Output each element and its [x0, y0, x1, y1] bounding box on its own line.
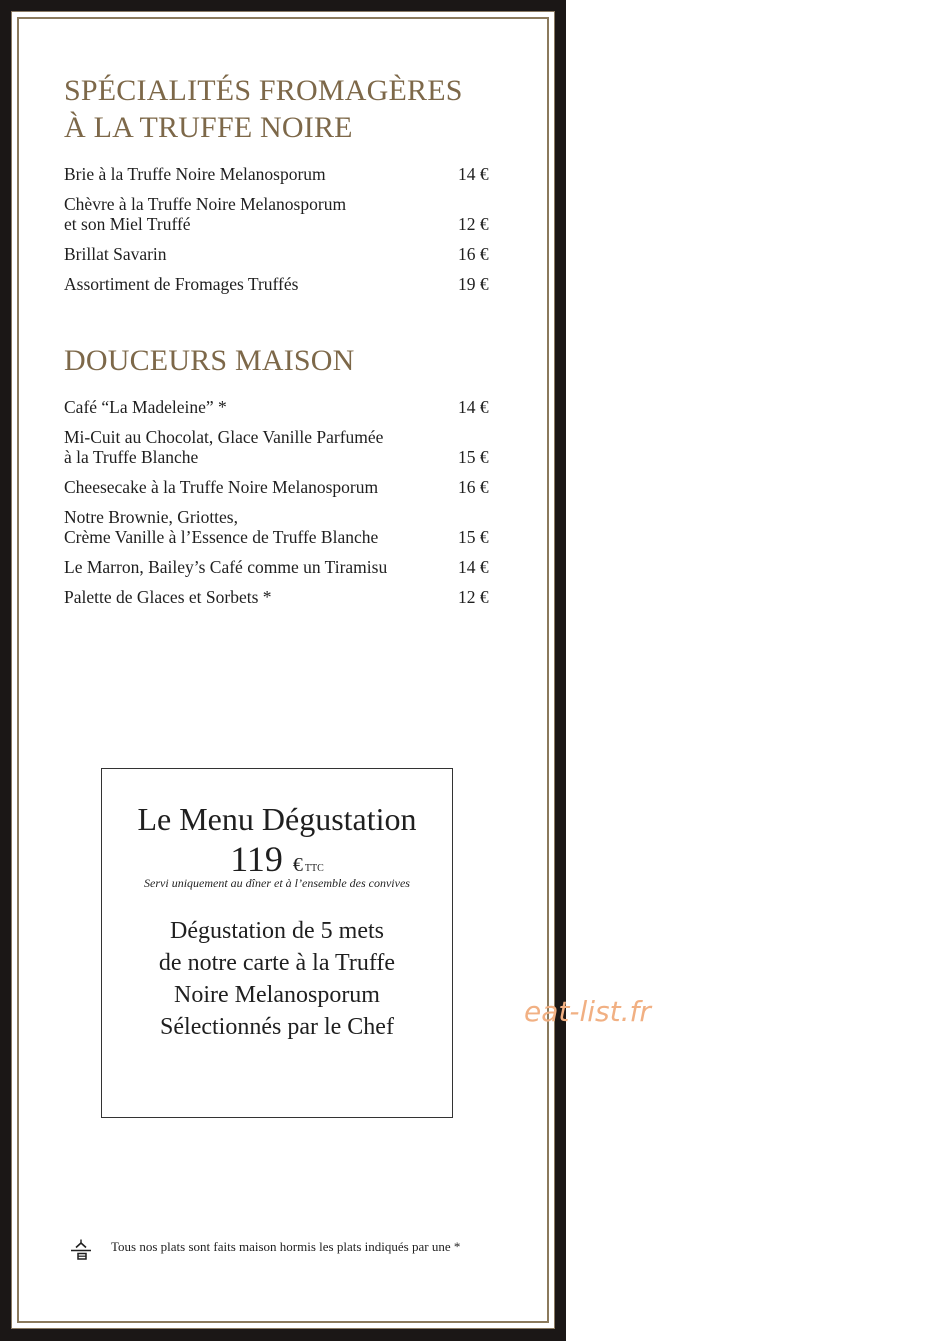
- menu-item-name: [64, 557, 387, 577]
- cheese-item-list: [64, 164, 500, 304]
- menu-item-name-line: Mi-Cuit au Chocolat, Glace Vanille Parfumée: [64, 427, 384, 447]
- menu-item-price: 16 €: [458, 244, 489, 264]
- menu-item-name: [64, 587, 272, 607]
- menu-item-name: [64, 194, 346, 234]
- menu-item-name-line: Brie à la Truffe Noire Melanosporum: [64, 164, 326, 184]
- tasting-menu-currency: €: [292, 854, 303, 876]
- tasting-menu-box: [101, 768, 453, 1118]
- cheese-title-line-2: À LA TRUFFE NOIRE: [64, 111, 353, 144]
- homemade-icon: [68, 1238, 94, 1262]
- menu-item-price: 12 €: [458, 214, 489, 234]
- menu-item-name-line: Notre Brownie, Griottes,: [64, 507, 238, 527]
- menu-item-brie: [64, 164, 500, 184]
- homemade-footnote: [68, 1238, 528, 1262]
- menu-item-name: [64, 507, 378, 547]
- tasting-menu-price: 119: [230, 839, 283, 879]
- menu-item-name-line: Café “La Madeleine” *: [64, 397, 227, 417]
- menu-item-brownie: [64, 507, 500, 547]
- tasting-description-line: Dégustation de 5 mets: [170, 918, 384, 944]
- menu-item-name: [64, 244, 167, 264]
- tasting-menu-title: Le Menu Dégustation: [137, 801, 417, 837]
- menu-item-name-line: à la Truffe Blanche: [64, 447, 199, 467]
- menu-item-name-line: Palette de Glaces et Sorbets *: [64, 587, 272, 607]
- menu-item-ice-cream-palette: [64, 587, 500, 607]
- menu-item-name-line: Assortiment de Fromages Truffés: [64, 274, 299, 294]
- tasting-description-line: de notre carte à la Truffe: [158, 950, 396, 976]
- tasting-menu-description: [114, 915, 440, 1043]
- menu-item-name-line: et son Miel Truffé: [64, 214, 191, 234]
- tasting-menu-note: Servi uniquement au dîner et à l’ensemble des convives: [144, 876, 410, 890]
- menu-item-cheese-assortment: [64, 274, 500, 294]
- menu-item-name-line: Chèvre à la Truffe Noire Melanosporum: [64, 194, 347, 214]
- menu-item-chevre: [64, 194, 500, 234]
- menu-item-price: 14 €: [458, 557, 489, 577]
- cheese-section-title: [64, 72, 463, 146]
- desserts-section-title: DOUCEURS MAISON: [64, 344, 355, 377]
- menu-item-price: 15 €: [458, 527, 489, 547]
- menu-item-name-line: Cheesecake à la Truffe Noire Melanosporum: [64, 477, 379, 497]
- menu-item-price: 14 €: [458, 397, 489, 417]
- menu-item-name-line: Le Marron, Bailey’s Café comme un Tiramisu: [64, 557, 388, 577]
- menu-item-name: [64, 274, 298, 294]
- menu-item-price: 15 €: [458, 447, 489, 467]
- cheese-title-line-1: SPÉCIALITÉS FROMAGÈRES: [64, 74, 463, 107]
- menu-item-name: [64, 477, 378, 497]
- menu-item-mi-cuit: [64, 427, 500, 467]
- menu-item-price: 12 €: [458, 587, 489, 607]
- site-watermark: eat-list.fr: [524, 995, 651, 1028]
- footnote-text: Tous nos plats sont faits maison hormis les plats indiqués par une *: [111, 1239, 461, 1254]
- menu-item-name-line: Crème Vanille à l’Essence de Truffe Blanche: [64, 527, 379, 547]
- menu-item-name: [64, 164, 326, 184]
- menu-item-cheesecake: [64, 477, 500, 497]
- menu-item-price: 19 €: [458, 274, 489, 294]
- tasting-description-line: Noire Melanosporum: [174, 982, 380, 1008]
- menu-item-name: [64, 397, 227, 417]
- menu-item-cafe-madeleine: [64, 397, 500, 417]
- menu-item-price: 14 €: [458, 164, 489, 184]
- tasting-menu-tax: TTC: [304, 863, 324, 874]
- menu-item-name-line: Brillat Savarin: [64, 244, 167, 264]
- menu-item-price: 16 €: [458, 477, 489, 497]
- menu-item-brillat-savarin: [64, 244, 500, 264]
- desserts-item-list: [64, 397, 500, 617]
- tasting-description-line: Sélectionnés par le Chef: [160, 1014, 394, 1040]
- menu-item-name: [64, 427, 383, 467]
- menu-item-marron: [64, 557, 500, 577]
